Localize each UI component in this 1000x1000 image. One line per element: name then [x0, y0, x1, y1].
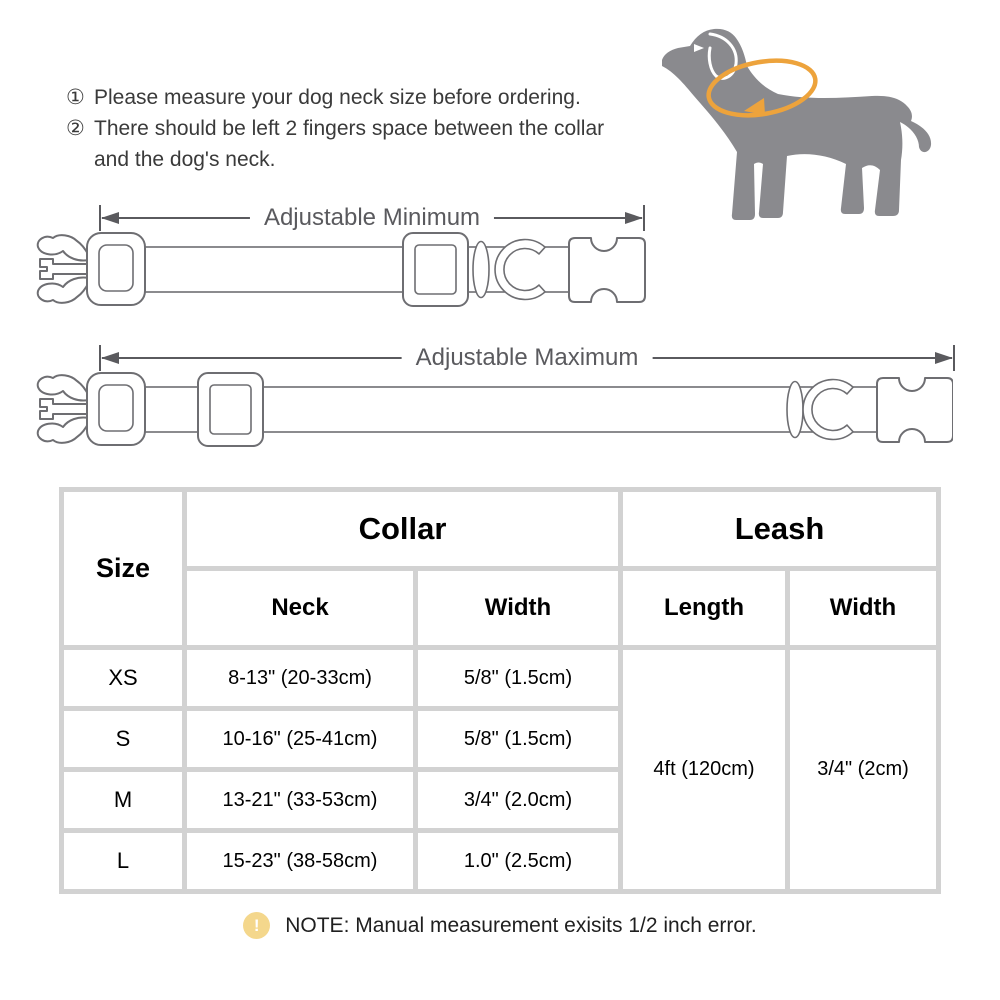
neck-cell: 15-23" (38-58cm): [187, 833, 413, 889]
keeper-loop-icon: [473, 242, 489, 298]
measuring-instructions: [66, 82, 656, 175]
instruction-line-1: [66, 82, 656, 113]
leash-group-header: Leash: [623, 492, 936, 566]
width-cell: 5/8" (1.5cm): [418, 650, 618, 706]
dimension-arrow-minimum: [97, 203, 647, 233]
leash-length-cell: 4ft (120cm): [623, 650, 785, 889]
triglide-slider-icon: [198, 373, 263, 446]
size-cell: M: [64, 772, 182, 828]
measurement-note: [0, 912, 1000, 939]
adjustable-maximum-label: Adjustable Maximum: [402, 344, 653, 372]
dog-silhouette: [650, 14, 946, 229]
width-cell: 1.0" (2.5cm): [418, 833, 618, 889]
table-row-xs: [64, 650, 936, 706]
collar-group-header: Collar: [187, 492, 618, 566]
collar-diagram-minimum: [33, 232, 648, 322]
dimension-arrow-maximum: [97, 343, 957, 373]
neck-cell: 8-13" (20-33cm): [187, 650, 413, 706]
adjustable-minimum-label: Adjustable Minimum: [250, 204, 494, 232]
circled-number-2: ②: [66, 117, 85, 140]
buckle-female-icon: [569, 238, 645, 302]
width-cell: 3/4" (2.0cm): [418, 772, 618, 828]
circled-number-1: ①: [66, 86, 85, 109]
leash-length-column-header: Length: [623, 571, 785, 645]
size-cell: XS: [64, 650, 182, 706]
collar-width-column-header: Width: [418, 571, 618, 645]
neck-column-header: Neck: [187, 571, 413, 645]
width-cell: 5/8" (1.5cm): [418, 711, 618, 767]
buckle-female-icon: [877, 378, 953, 442]
buckle-male-icon: [38, 233, 145, 305]
leash-width-cell: 3/4" (2cm): [790, 650, 936, 889]
neck-cell: 13-21" (33-53cm): [187, 772, 413, 828]
instruction-text-1: Please measure your dog neck size before ordering.: [94, 86, 581, 109]
neck-cell: 10-16" (25-41cm): [187, 711, 413, 767]
size-column-header: Size: [64, 492, 182, 645]
size-cell: S: [64, 711, 182, 767]
triglide-slider-icon: [403, 233, 468, 306]
keeper-loop-icon: [787, 382, 803, 438]
leash-width-column-header: Width: [790, 571, 936, 645]
instruction-line-2: [66, 113, 656, 175]
exclamation-icon: !: [243, 912, 270, 939]
instruction-text-2: There should be left 2 fingers space between the collar and the dog's neck.: [94, 117, 605, 171]
note-text: NOTE: Manual measurement exisits 1/2 inch error.: [285, 913, 757, 937]
collar-diagram-maximum: [33, 372, 953, 462]
buckle-male-icon: [38, 373, 145, 445]
size-chart-table: [59, 487, 941, 894]
size-cell: L: [64, 833, 182, 889]
dog-body-shape: [662, 29, 931, 220]
